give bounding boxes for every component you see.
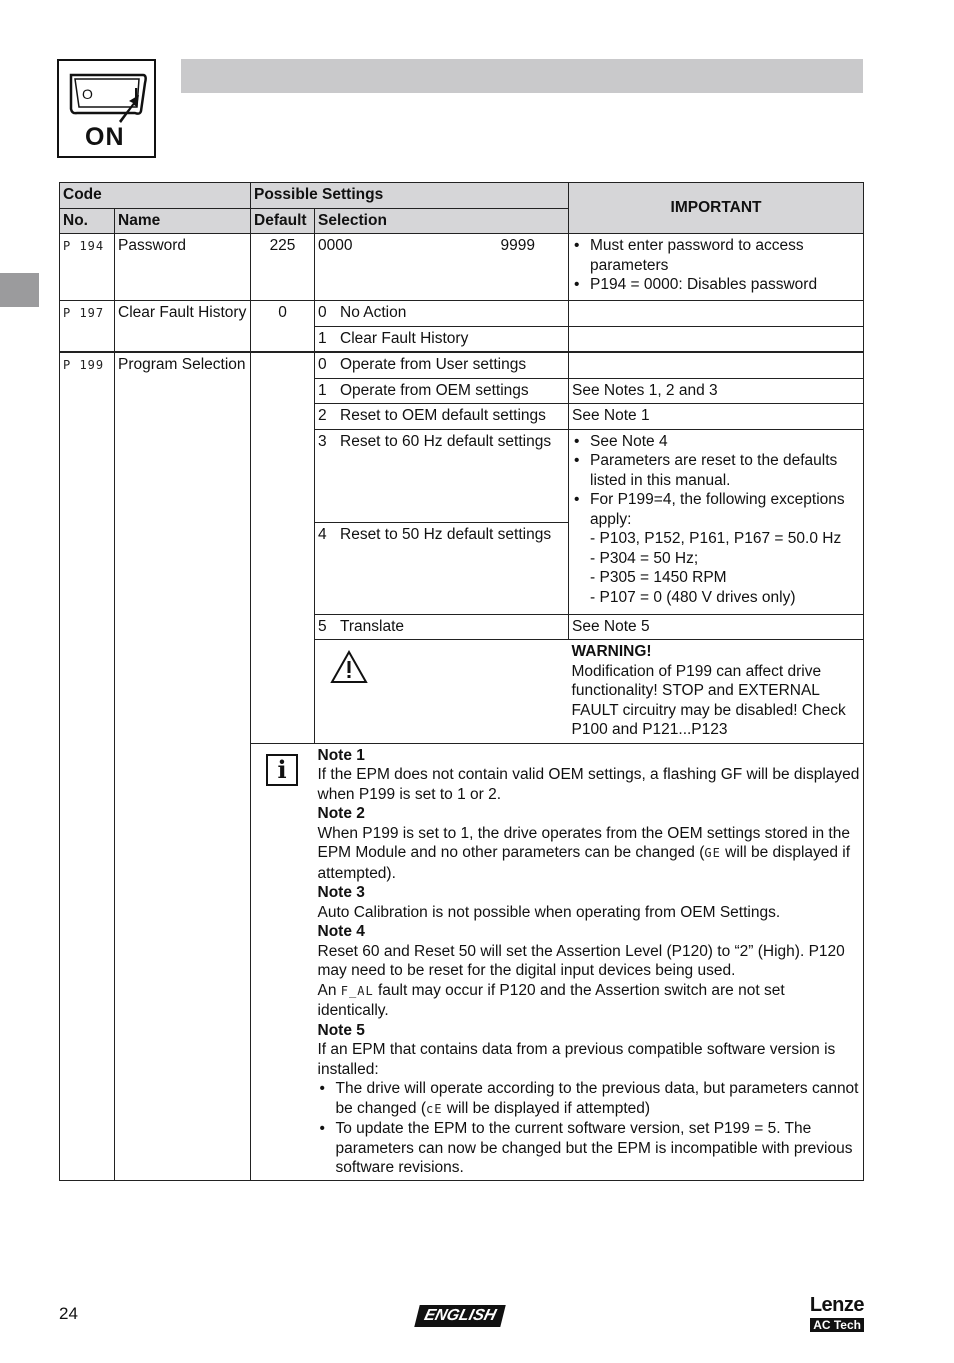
table-row xyxy=(60,352,864,378)
header-selection: Selection xyxy=(315,208,569,234)
option-label: Reset to 50 Hz default settings xyxy=(340,525,552,543)
note-text: Reset 60 and Reset 50 will set the Assertion Level (P120) to “2” (High). P120 may need to be reset for the digital input devices being used. xyxy=(317,942,845,979)
brand-logo xyxy=(800,1294,864,1334)
option-number: 1 xyxy=(318,381,327,399)
option-number: 0 xyxy=(318,356,327,373)
note-title: Note 3 xyxy=(317,884,365,901)
parameter-table xyxy=(59,182,864,1181)
param-code: P 197 xyxy=(63,306,105,320)
option-label: Translate xyxy=(340,617,405,635)
option-number: 1 xyxy=(318,329,327,347)
header-name: Name xyxy=(115,208,251,234)
option-important: See Notes 1, 2 and 3 xyxy=(569,378,864,404)
option-label: Operate from User settings xyxy=(340,356,527,373)
header-no: No. xyxy=(60,208,115,234)
display-code: GE xyxy=(704,846,721,860)
warning-title: WARNING! xyxy=(571,643,652,660)
info-icon: i xyxy=(266,754,298,786)
warning-text: Modification of P199 can affect drive functionality! STOP and EXTERNAL FAULT circuitry may be disabled! Check P100 and P121...P123 xyxy=(571,662,846,738)
option-important: See Note 1 xyxy=(569,404,864,430)
important-item: • Parameters are reset to the defaults listed in this manual. xyxy=(572,451,860,490)
option-important: See Note 5 xyxy=(569,614,864,640)
selection-max: 9999 xyxy=(500,237,536,254)
header-possible-settings: Possible Settings xyxy=(251,183,569,209)
option-important xyxy=(569,352,864,378)
option-label: Reset to OEM default settings xyxy=(340,407,546,424)
brand-subname: AC Tech xyxy=(810,1318,864,1332)
option-label: Reset to 60 Hz default settings xyxy=(340,432,552,450)
param-default: 225 xyxy=(251,234,315,301)
option-number: 0 xyxy=(318,304,327,321)
note-text-part: An xyxy=(317,981,341,999)
note-bullet: • To update the EPM to the current software version, set P199 = 5. The parameters can now be changed but the EPM is incompatible with previous software revisions. xyxy=(318,1119,861,1178)
display-code: cE xyxy=(426,1101,443,1116)
param-name: Password xyxy=(115,234,251,301)
note-text xyxy=(318,824,861,884)
note-text-part: The drive will operate according to the previous data, but parameters cannot be changed ( xyxy=(335,1080,859,1117)
note-text xyxy=(318,981,861,1021)
param-name: Program Selection xyxy=(115,352,251,1180)
note-text-part: will be displayed if attempted) xyxy=(442,1099,651,1117)
exception-item: - P103, P152, P161, P167 = 50.0 Hz xyxy=(590,530,842,547)
important-item: • See Note 4 xyxy=(572,432,860,452)
note-text-part: will be displayed if attempted). xyxy=(317,844,851,882)
param-default: 0 xyxy=(251,301,315,353)
note-text: Auto Calibration is not possible when operating from OEM Settings. xyxy=(317,903,781,921)
header-bar xyxy=(181,59,863,93)
param-code: P 194 xyxy=(63,239,105,253)
header-default: Default xyxy=(251,208,315,234)
important-item: • Must enter password to access parameters xyxy=(572,236,860,275)
note-bullet xyxy=(318,1079,861,1119)
important-item: • P194 = 0000: Disables password xyxy=(572,275,860,295)
power-on-icon xyxy=(57,59,156,158)
on-symbol: I xyxy=(134,85,139,102)
table-row xyxy=(60,301,864,327)
note-text: If an EPM that contains data from a previous compatible software version is installed: xyxy=(317,1041,836,1078)
option-number: 2 xyxy=(318,407,327,424)
header-code: Code xyxy=(60,183,251,209)
note-title: Note 4 xyxy=(317,923,365,940)
option-label: No Action xyxy=(340,304,407,321)
page-number: 24 xyxy=(59,1304,78,1323)
on-label: ON xyxy=(85,123,125,151)
option-number: 4 xyxy=(318,525,327,543)
param-name: Clear Fault History xyxy=(115,301,251,353)
table-row xyxy=(60,234,864,301)
note-title: Note 2 xyxy=(317,805,365,822)
param-code: P 199 xyxy=(63,358,105,372)
exception-item: - P305 = 1450 RPM xyxy=(590,569,727,586)
note-title: Note 5 xyxy=(317,1021,365,1039)
exception-item: - P304 = 50 Hz; xyxy=(590,549,699,567)
warning-icon xyxy=(330,650,368,684)
brand-name: Lenze xyxy=(809,1294,864,1316)
option-label: Operate from OEM settings xyxy=(340,381,529,399)
note-title: Note 1 xyxy=(317,746,365,764)
important-item: • For P199=4, the following exceptions apply: xyxy=(572,490,860,529)
off-symbol: O xyxy=(82,86,93,102)
section-tab xyxy=(0,273,39,307)
note-text-part: fault may occur if P120 and the Assertion switch are not set identically. xyxy=(317,981,785,1019)
note-text: If the EPM does not contain valid OEM settings, a flashing GF will be displayed when P199 is set to 1 or 2. xyxy=(317,766,860,803)
option-number: 3 xyxy=(318,432,327,450)
language-badge: ENGLISH xyxy=(414,1305,505,1327)
exception-item: - P107 = 0 (480 V drives only) xyxy=(590,588,796,606)
selection-min: 0000 xyxy=(318,237,353,254)
option-number: 5 xyxy=(318,617,327,635)
header-important: IMPORTANT xyxy=(569,183,864,234)
display-code: F_AL xyxy=(340,983,374,998)
note-text-part: When P199 is set to 1, the drive operates from the OEM settings stored in the EPM Module and no other parameters can be changed ( xyxy=(317,824,850,861)
option-label: Clear Fault History xyxy=(340,329,469,347)
